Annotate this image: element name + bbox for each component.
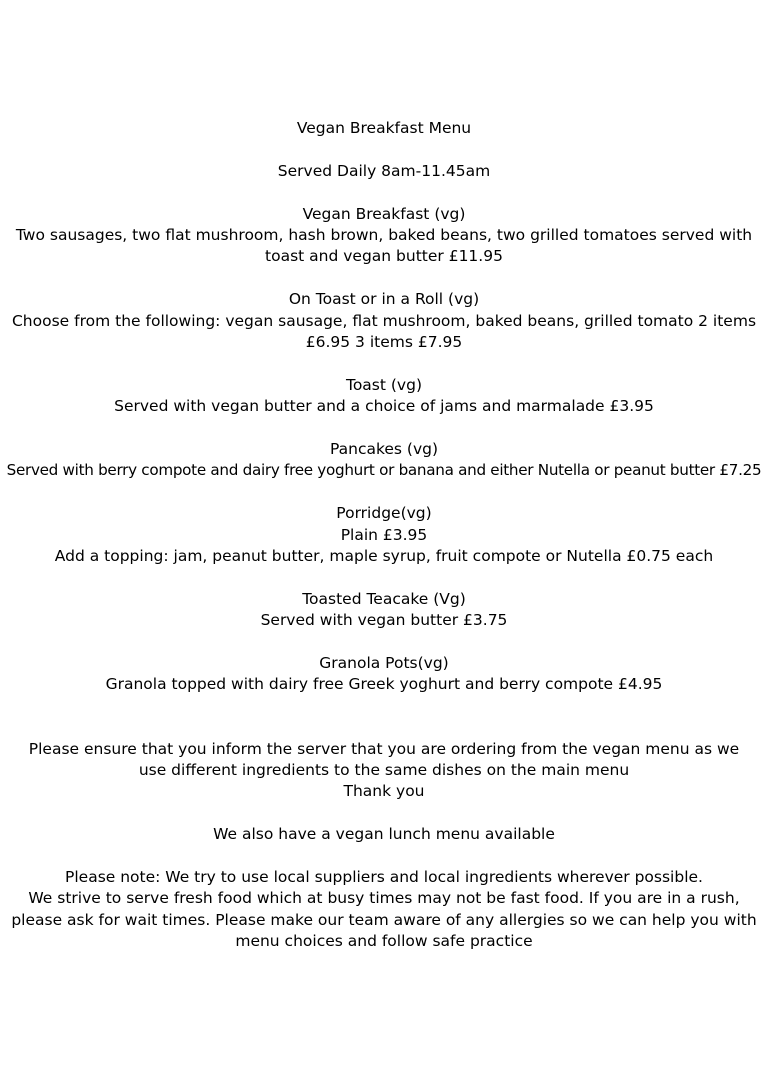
menu-item-description: Choose from the following: vegan sausage, flat mushroom, baked beans, grilled tomato 2 items £6.95 3 items £7.95 bbox=[11, 311, 761, 352]
lunch-menu-note: We also have a vegan lunch menu available bbox=[213, 825, 555, 844]
menu-item-description: Two sausages, two flat mushroom, hash brown, baked beans, two grilled tomatoes served with toast and vegan butter £11.95 bbox=[15, 226, 758, 266]
menu-item-name: Granola Pots(vg) bbox=[319, 654, 449, 673]
menu-title: Vegan Breakfast Menu bbox=[296, 119, 472, 137]
vegan-menu-notice: Please ensure that you inform the server that you are ordering from the vegan menu as we use different ingredients to the same dishes on the main menu bbox=[28, 739, 745, 780]
menu-item-name: Porridge(vg) bbox=[336, 504, 432, 523]
menu-item-granola bbox=[0, 653, 768, 696]
menu-item-name: On Toast or in a Roll (vg) bbox=[288, 290, 480, 309]
menu-item-description: Served with vegan butter and a choice of jams and marmalade £3.95 bbox=[114, 397, 654, 416]
menu-item-description: Served with vegan butter £3.75 bbox=[260, 611, 508, 630]
menu-item-porridge bbox=[0, 503, 768, 567]
menu-item-extra: Add a topping: jam, peanut butter, maple syrup, fruit compote or Nutella £0.75 each bbox=[54, 547, 714, 566]
thank-you-text: Thank you bbox=[343, 782, 425, 801]
menu-item-name: Pancakes (vg) bbox=[329, 440, 439, 459]
menu-item-name: Toasted Teacake (Vg) bbox=[302, 589, 466, 608]
local-suppliers-note: Please note: We try to use local suppliers and local ingredients wherever possible. bbox=[65, 868, 703, 887]
menu-item-toast bbox=[0, 375, 768, 418]
menu-item-name: Vegan Breakfast (vg) bbox=[302, 204, 466, 223]
menu-item-pancakes bbox=[0, 439, 768, 482]
menu-item-description: Granola topped with dairy free Greek yoghurt and berry compote £4.95 bbox=[105, 675, 663, 694]
menu-item-description: Served with berry compote and dairy free yoghurt or banana and either Nutella or peanut butter £7.25 bbox=[6, 461, 762, 480]
menu-document bbox=[0, 118, 768, 953]
served-hours: Served Daily 8am-11.45am bbox=[277, 161, 491, 180]
menu-item-vegan-breakfast bbox=[0, 204, 768, 268]
menu-item-name: Toast (vg) bbox=[345, 375, 422, 394]
menu-item-on-toast bbox=[0, 289, 768, 353]
allergy-note: We strive to serve fresh food which at busy times may not be fast food. If you are in a rush, please ask for wait times. Please make our team aware of any allergies so we can help you with menu choices and follow safe practice bbox=[11, 889, 762, 951]
menu-item-description: Plain £3.95 bbox=[340, 525, 428, 544]
menu-item-teacake bbox=[0, 589, 768, 632]
